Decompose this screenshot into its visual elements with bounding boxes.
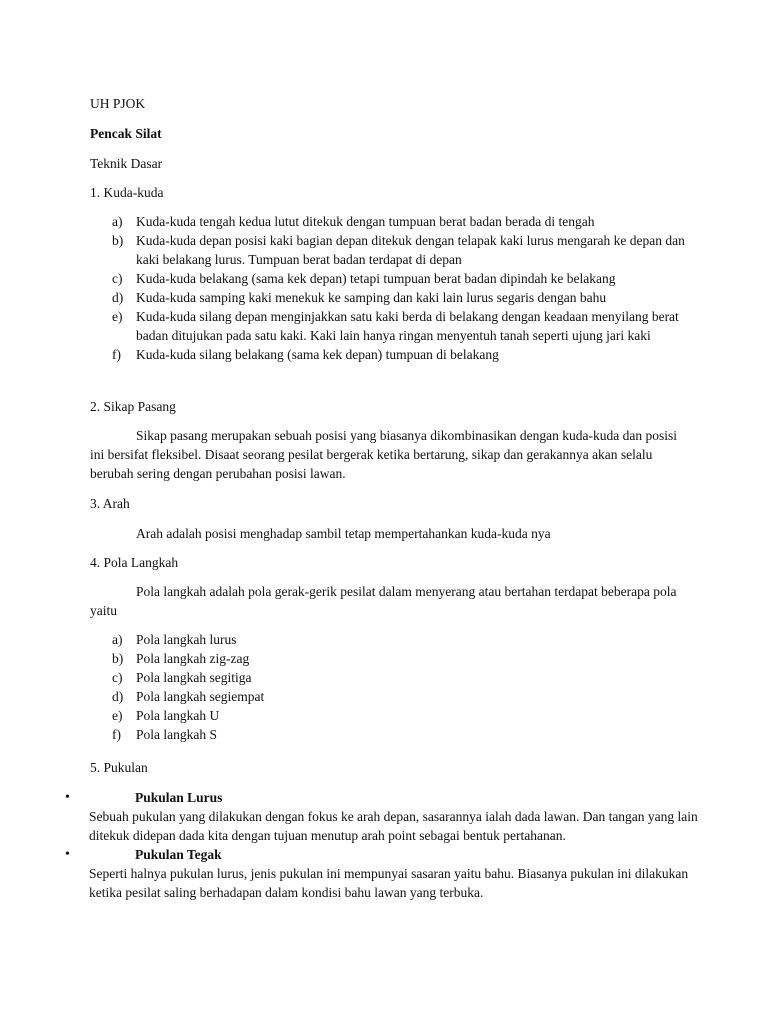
bullet-item [60, 845, 700, 902]
bullet-item [60, 788, 700, 845]
bullet-heading: Pukulan Tegak [135, 847, 222, 862]
bullet-body: Sebuah pukulan yang dilakukan dengan fokus ke arah depan, sasarannya ialah dada lawan. Dan tangan yang lain ditekuk didepan dada kita dengan tujuan menutup arah point sebagai bentuk pertahanan. [89, 809, 698, 843]
list-item: c) Kuda-kuda belakang (sama kek depan) tetapi tumpuan berat badan dipindah ke belakang [112, 271, 616, 286]
list-item: b) Pola langkah zig-zag [112, 651, 250, 666]
sikap-pasang-paragraph: Sikap pasang merupakan sebuah posisi yang biasanya dikombinasikan dengan kuda-kuda dan posisi ini bersifat fleksibel. Disaat seorang pesilat bergerak ketika bertarung, sikap dan gerakannya akan selalu berubah sering dengan perubahan posisi lawan. [90, 428, 678, 481]
doc-heading: Pencak Silat [90, 126, 162, 141]
bullet-body: Seperti halnya pukulan lurus, jenis pukulan ini mempunyai sasaran yaitu bahu. Biasanya pukulan ini dilakukan ketika pesilat saling berhadapan dalam kondisi bahu lawan yang terbuka. [89, 866, 689, 900]
kuda-kuda-list [90, 212, 700, 364]
arah-paragraph: Arah adalah posisi menghadap sambil tetap mempertahankan kuda-kuda nya [136, 526, 551, 541]
bullet-icon: • [65, 790, 70, 805]
list-item: c) Pola langkah segitiga [112, 670, 252, 685]
list-item: d) Pola langkah segiempat [112, 689, 265, 704]
doc-title: UH PJOK [90, 96, 146, 111]
section-title-pola-langkah: 4. Pola Langkah [90, 555, 179, 570]
list-item: e) Kuda-kuda silang depan menginjakkan satu kaki berda di belakang dengan keadaan menyilang berat badan ditujukan pada satu kaki. Kaki lain hanya ringan menyentuh tanah seperti ujung jari kaki [112, 309, 679, 343]
list-item: f) Kuda-kuda silang belakang (sama kek depan) tumpuan di belakang [112, 347, 499, 362]
bullet-heading: Pukulan Lurus [135, 790, 223, 805]
section-title-arah: 3. Arah [90, 496, 130, 511]
section-title-sikap-pasang: 2. Sikap Pasang [90, 399, 176, 414]
section-title-kuda-kuda: 1. Kuda-kuda [90, 185, 164, 200]
list-item: d) Kuda-kuda samping kaki menekuk ke samping dan kaki lain lurus segaris dengan bahu [112, 290, 607, 305]
list-item: e) Pola langkah U [112, 708, 220, 723]
bullet-icon: • [65, 847, 70, 862]
section-title-pukulan: 5. Pukulan [90, 760, 148, 775]
pola-langkah-paragraph: Pola langkah adalah pola gerak-gerik pesilat dalam menyerang atau bertahan terdapat beberapa pola yaitu [90, 584, 677, 618]
list-item: b) Kuda-kuda depan posisi kaki bagian depan ditekuk dengan telapak kaki lurus mengarah ke depan dan kaki belakang lurus. Tumpuan berat badan terdapat di depan [112, 233, 685, 267]
pola-langkah-list [90, 630, 700, 744]
doc-subheading: Teknik Dasar [90, 156, 163, 171]
list-item: a) Kuda-kuda tengah kedua lutut ditekuk dengan tumpuan berat badan berada di tengah [112, 214, 595, 229]
list-item: f) Pola langkah S [112, 727, 217, 742]
list-item: a) Pola langkah lurus [112, 632, 237, 647]
pukulan-bullets [60, 788, 700, 902]
